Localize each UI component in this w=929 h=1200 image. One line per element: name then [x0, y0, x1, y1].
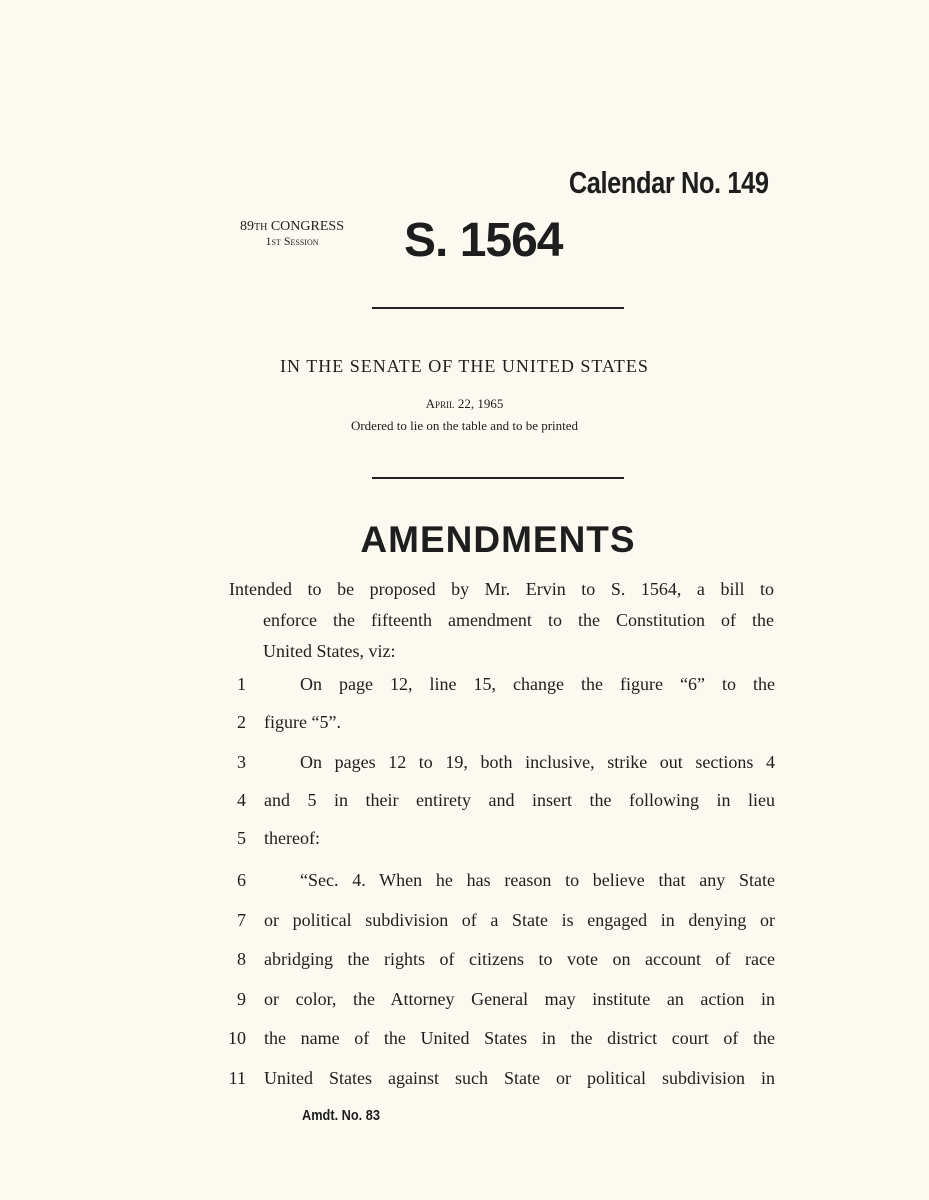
session-label: 1st Session: [265, 234, 319, 248]
line-text: the name of the United States in the district court of the: [264, 1028, 775, 1048]
text-line: [220, 910, 780, 936]
text-line: [220, 752, 780, 778]
intro-line: Intended to be proposed by Mr. Ervin to S. 1564, a bill to: [229, 579, 774, 599]
intro-line: enforce the fifteenth amendment to the Constitution of the: [263, 610, 774, 630]
congress-session: [222, 219, 362, 249]
divider-top: [372, 307, 624, 309]
line-text: abridging the rights of citizens to vote on account of race: [264, 949, 775, 969]
text-line: [220, 674, 780, 700]
line-text: or political subdivision of a State is engaged in denying or: [264, 910, 775, 930]
line-number: 10: [228, 1028, 246, 1048]
line-text: and 5 in their entirety and insert the following in lieu: [264, 790, 775, 810]
text-line: [220, 989, 780, 1015]
line-text: “Sec. 4. When he has reason to believe that any State: [300, 870, 775, 890]
line-number: 2: [237, 712, 246, 732]
line-text: figure “5”.: [264, 712, 341, 732]
line-number: 11: [228, 1068, 246, 1088]
line-number: 5: [237, 828, 246, 848]
line-text: or color, the Attorney General may institute an action in: [264, 989, 775, 1009]
line-number: 1: [237, 674, 246, 694]
text-line: [220, 828, 780, 854]
order-text: Ordered to lie on the table and to be printed: [350, 418, 579, 433]
document-title: AMENDMENTS: [360, 519, 636, 560]
text-line: [220, 712, 780, 738]
line-text: thereof:: [264, 828, 320, 848]
line-text: United States against such State or political subdivision in: [264, 1068, 775, 1088]
intro-paragraph: [229, 574, 774, 667]
divider-bottom: [372, 477, 624, 479]
line-number: 9: [237, 989, 246, 1009]
chamber-title: IN THE SENATE OF THE UNITED STATES: [280, 356, 649, 376]
text-line: [220, 1028, 780, 1054]
text-line: [220, 790, 780, 816]
line-text: On page 12, line 15, change the figure “6” to the: [300, 674, 775, 694]
congress-label: 89th CONGRESS: [240, 219, 344, 234]
text-line: [220, 870, 780, 896]
line-text: On pages 12 to 19, both inclusive, strike out sections 4: [300, 752, 775, 772]
text-line: [220, 949, 780, 975]
date: April 22, 1965: [425, 396, 504, 411]
line-number: 8: [237, 949, 246, 969]
calendar-number: Calendar No. 149: [569, 165, 769, 200]
bill-number: S. 1564: [404, 214, 563, 267]
amendment-number: Amdt. No. 83: [302, 1107, 380, 1124]
line-number: 7: [237, 910, 246, 930]
line-number: 3: [237, 752, 246, 772]
line-number: 4: [237, 790, 246, 810]
line-number: 6: [237, 870, 246, 890]
intro-line: United States, viz:: [263, 641, 396, 661]
text-line: [220, 1068, 780, 1094]
